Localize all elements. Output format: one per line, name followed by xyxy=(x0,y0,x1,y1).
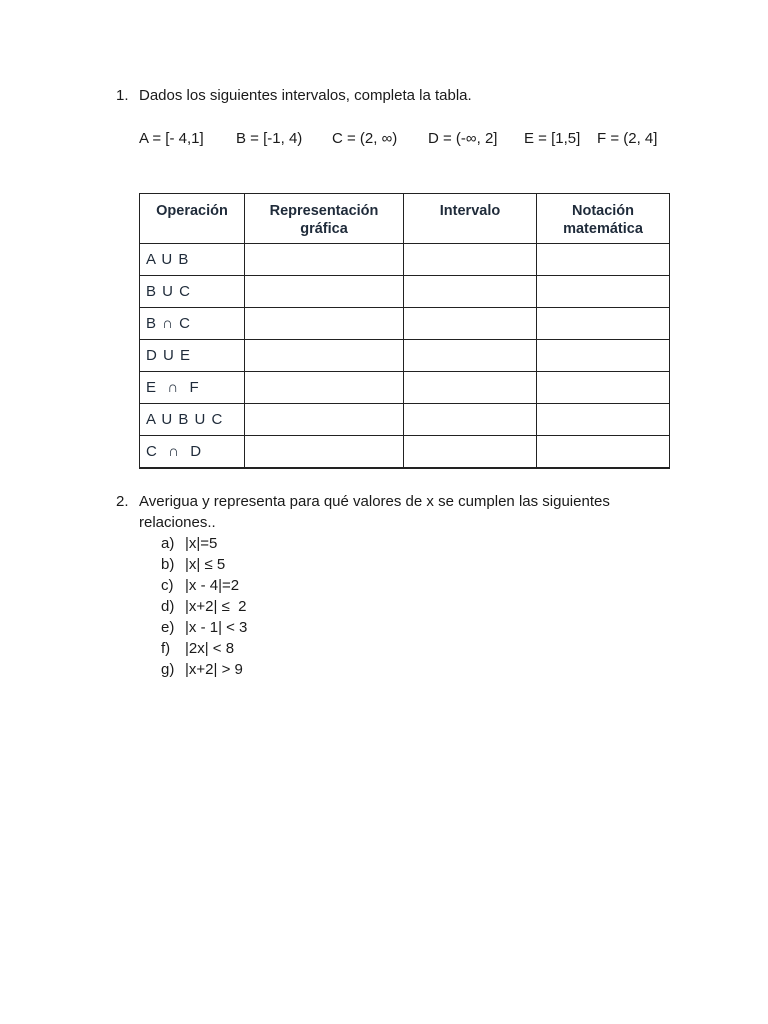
question-2-heading xyxy=(116,491,676,533)
operation-cell: C ∩ D xyxy=(140,436,245,469)
interval-cell[interactable] xyxy=(404,404,537,436)
graphic-cell[interactable] xyxy=(245,244,404,276)
item-expression: |x|=5 xyxy=(185,535,218,552)
question-2-text: Averigua y representa para qué valores de x se cumplen las siguientes relaciones.. xyxy=(139,493,610,531)
operation-cell: A U B U C xyxy=(140,404,245,436)
interval-e: E = [1,5] xyxy=(524,130,581,147)
header-operation: Operación xyxy=(140,194,245,244)
list-item xyxy=(161,659,676,680)
operation-cell: E ∩ F xyxy=(140,372,245,404)
operation-cell: A U B xyxy=(140,244,245,276)
list-item xyxy=(161,533,676,554)
graphic-cell[interactable] xyxy=(245,308,404,340)
operation-cell: D U E xyxy=(140,340,245,372)
table-row xyxy=(140,372,670,404)
interval-f: F = (2, 4] xyxy=(597,130,658,147)
item-expression: |x+2| > 9 xyxy=(185,661,243,678)
question-1-number: 1. xyxy=(116,87,129,104)
interval-cell[interactable] xyxy=(404,436,537,469)
graphic-cell[interactable] xyxy=(245,436,404,469)
question-2 xyxy=(116,491,676,680)
interval-a: A = [- 4,1] xyxy=(139,130,204,147)
operation-cell: B U C xyxy=(140,276,245,308)
interval-d: D = (-∞, 2] xyxy=(428,130,498,147)
item-letter: g) xyxy=(161,661,175,678)
notation-cell[interactable] xyxy=(537,372,670,404)
graphic-cell[interactable] xyxy=(245,276,404,308)
table-row xyxy=(140,308,670,340)
item-letter: e) xyxy=(161,619,175,636)
list-item xyxy=(161,554,676,575)
notation-cell[interactable] xyxy=(537,436,670,469)
relations-list xyxy=(161,533,676,680)
question-2-number: 2. xyxy=(116,493,129,510)
table-row xyxy=(140,404,670,436)
question-1-heading xyxy=(116,87,472,104)
list-item xyxy=(161,596,676,617)
list-item xyxy=(161,638,676,659)
header-notation: Notación matemática xyxy=(537,194,670,244)
notation-cell[interactable] xyxy=(537,340,670,372)
item-letter: a) xyxy=(161,535,175,552)
notation-cell[interactable] xyxy=(537,276,670,308)
list-item xyxy=(161,617,676,638)
interval-cell[interactable] xyxy=(404,244,537,276)
interval-cell[interactable] xyxy=(404,308,537,340)
table-row xyxy=(140,340,670,372)
table-header-row xyxy=(140,194,670,244)
notation-cell[interactable] xyxy=(537,244,670,276)
interval-c: C = (2, ∞) xyxy=(332,130,398,147)
interval-cell[interactable] xyxy=(404,340,537,372)
operation-cell: B ∩ C xyxy=(140,308,245,340)
item-expression: |x - 4|=2 xyxy=(185,577,240,594)
notation-cell[interactable] xyxy=(537,404,670,436)
list-item xyxy=(161,575,676,596)
question-1-text: Dados los siguientes intervalos, completa la tabla. xyxy=(139,87,472,104)
item-letter: b) xyxy=(161,556,175,573)
operations-table xyxy=(139,193,670,469)
item-expression: |2x| < 8 xyxy=(185,640,235,657)
table-row xyxy=(140,244,670,276)
graphic-cell[interactable] xyxy=(245,372,404,404)
interval-cell[interactable] xyxy=(404,276,537,308)
item-letter: c) xyxy=(161,577,174,594)
item-letter: f) xyxy=(161,640,171,657)
item-expression: |x| ≤ 5 xyxy=(185,556,226,573)
item-expression: |x+2| ≤ 2 xyxy=(185,598,247,615)
header-graphic: Representación gráfica xyxy=(245,194,404,244)
interval-cell[interactable] xyxy=(404,372,537,404)
graphic-cell[interactable] xyxy=(245,340,404,372)
graphic-cell[interactable] xyxy=(245,404,404,436)
table-row xyxy=(140,276,670,308)
interval-b: B = [-1, 4) xyxy=(236,130,303,147)
notation-cell[interactable] xyxy=(537,308,670,340)
header-interval: Intervalo xyxy=(404,194,537,244)
item-letter: d) xyxy=(161,598,175,615)
table-row xyxy=(140,436,670,469)
item-expression: |x - 1| < 3 xyxy=(185,619,248,636)
